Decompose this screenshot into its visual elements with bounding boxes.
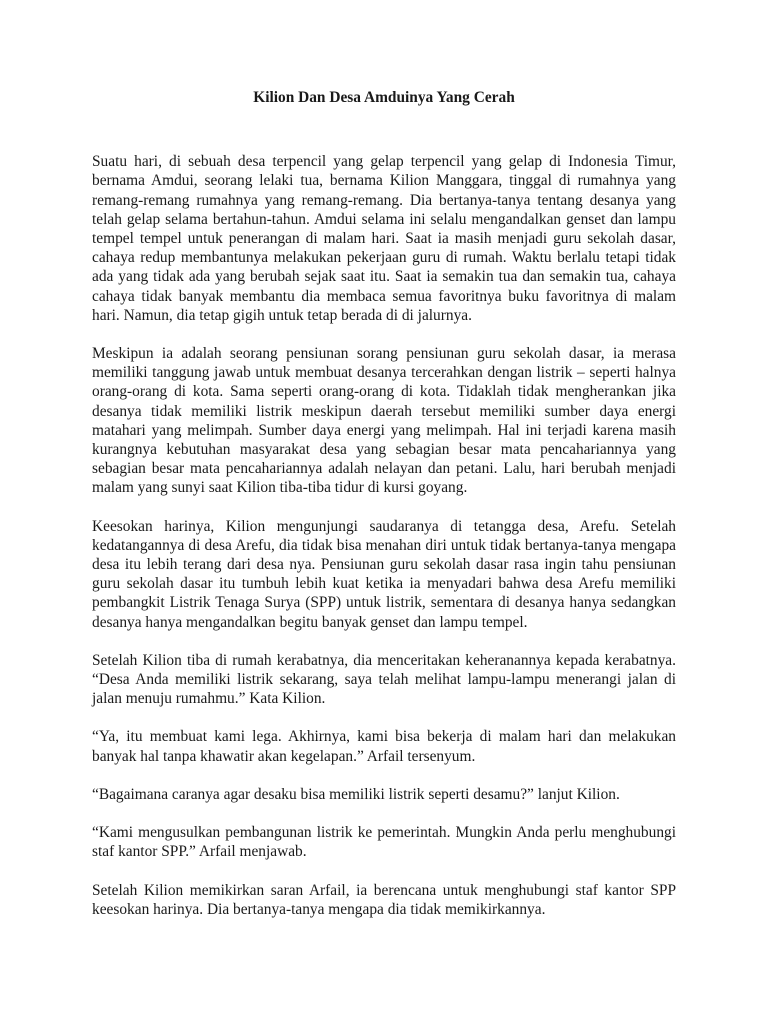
paragraph-8: Setelah Kilion memikirkan saran Arfail, ia berencana untuk menghubungi staf kantor SPP keesokan harinya. Dia bertanya-tanya mengapa dia tidak memikirkannya. [92,881,676,918]
document-title: Kilion Dan Desa Amduinya Yang Cerah [253,89,515,106]
paragraph-2: Meskipun ia adalah seorang pensiunan sorang pensiunan guru sekolah dasar, ia merasa memiliki tanggung jawab untuk membuat desanya tercerahkan dengan listrik – seperti halnya orang-orang di kota. Sama seperti orang-orang di kota. Tidaklah tidak mengherankan jika desanya tidak memiliki listrik meskipun daerah tersebut memiliki sumber daya energi matahari yang melimpah. Sumber daya energi yang melimpah. Hal ini terjadi karena masih kurangnya kebutuhan masyarakat desa yang sebagian besar mata pencahariannya yang sebagian besar mata pencahariannya adalah nelayan dan petani. Lalu, hari berubah menjadi malam yang sunyi saat Kilion tiba-tiba tidur di kursi goyang. [92,345,676,497]
paragraph-6: “Bagaimana caranya agar desaku bisa memiliki listrik seperti desamu?” lanjut Kilion. [92,785,620,803]
paragraph-1: Suatu hari, di sebuah desa terpencil yang gelap terpencil yang gelap di Indonesia Timur, bernama Amdui, seorang lelaki tua, bernama Kilion Manggara, tinggal di rumahnya yang remang-remang rumahnya yang remang-remang. Dia bertanya-tanya tentang desanya yang telah gelap selama bertahun-tahun. Amdui selama ini selalu mengandalkan genset dan lampu tempel tempel untuk penerangan di malam hari. Saat ia masih menjadi guru sekolah dasar, cahaya redup membantunya melakukan pekerjaan guru di rumah. Waktu berlalu tetapi tidak ada yang tidak ada yang berubah sejak saat itu. Saat ia semakin tua dan semakin tua, cahaya cahaya tidak banyak membantu dia membaca semua favoritnya buku favoritnya di malam hari. Namun, dia tetap gigih untuk tetap berada di di jalurnya. [92,153,676,324]
paragraph-5: “Ya, itu membuat kami lega. Akhirnya, kami bisa bekerja di malam hari dan melakukan banyak hal tanpa khawatir akan kegelapan.” Arfail tersenyum. [92,728,676,765]
paragraph-3: Keesokan harinya, Kilion mengunjungi saudaranya di tetangga desa, Arefu. Setelah kedatangannya di desa Arefu, dia tidak bisa menahan diri untuk tidak bertanya-tanya mengapa desa itu lebih terang dari desa nya. Pensiunan guru sekolah dasar rasa ingin tahu pensiunan guru sekolah dasar itu tumbuh lebih kuat ketika ia menyadari bahwa desa Arefu memiliki pembangkit Listrik Tenaga Surya (SPP) untuk listrik, sementara di desanya hanya sedangkan desanya hanya mengandalkan begitu banyak genset dan lampu tempel. [92,517,676,631]
paragraph-4: Setelah Kilion tiba di rumah kerabatnya, dia menceritakan keheranannya kepada kerabatnya. “Desa Anda memiliki listrik sekarang, saya telah melihat lampu-lampu menerangi jalan di jalan menuju rumahmu.” Kata Kilion. [92,651,676,708]
paragraph-7: “Kami mengusulkan pembangunan listrik ke pemerintah. Mungkin Anda perlu menghubungi staf kantor SPP.” Arfail menjawab. [92,824,676,861]
document-body [92,88,676,938]
